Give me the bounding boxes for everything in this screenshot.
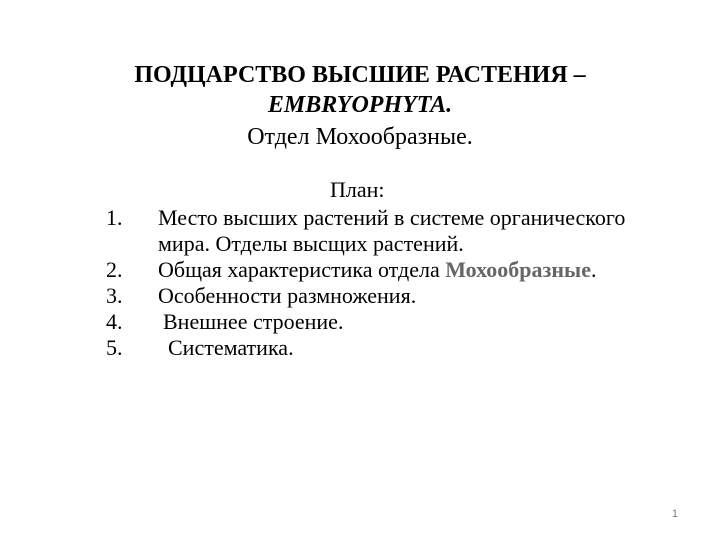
list-item-text-after: . [591, 257, 597, 282]
list-item-text-before: Общая характеристика отдела [158, 257, 440, 282]
page-number: 1 [671, 508, 678, 520]
highlighted-term: Мохообразные [445, 257, 591, 282]
title-line-subkingdom: ПОДЦАРСТВО ВЫСШИЕ РАСТЕНИЯ – [134, 62, 586, 88]
list-item [106, 205, 666, 257]
list-item [106, 283, 666, 309]
list-item [106, 309, 666, 335]
list-item-text [158, 257, 666, 283]
plan-heading: План: [330, 177, 385, 202]
list-item [106, 335, 666, 361]
list-item-number: 3. [106, 283, 123, 308]
list-item-text: Внешнее строение. [163, 309, 344, 334]
list-item-text: Систематика. [168, 335, 294, 360]
list-item-number: 1. [106, 205, 123, 230]
list-item-number: 5. [106, 335, 123, 360]
title-line-latin-name: EMBRYOPHYTA. [267, 92, 453, 118]
title-line-division: Отдел Мохообразные. [247, 124, 473, 150]
list-item-number: 2. [106, 257, 123, 282]
list-item [106, 257, 666, 283]
list-item-text: Место высших растений в системе органического мира. Отделы высщих растений. [158, 205, 626, 256]
list-item-number: 4. [106, 309, 123, 334]
plan-list [106, 205, 666, 361]
list-item-text: Особенности размножения. [158, 283, 417, 308]
slide-title [60, 60, 660, 153]
